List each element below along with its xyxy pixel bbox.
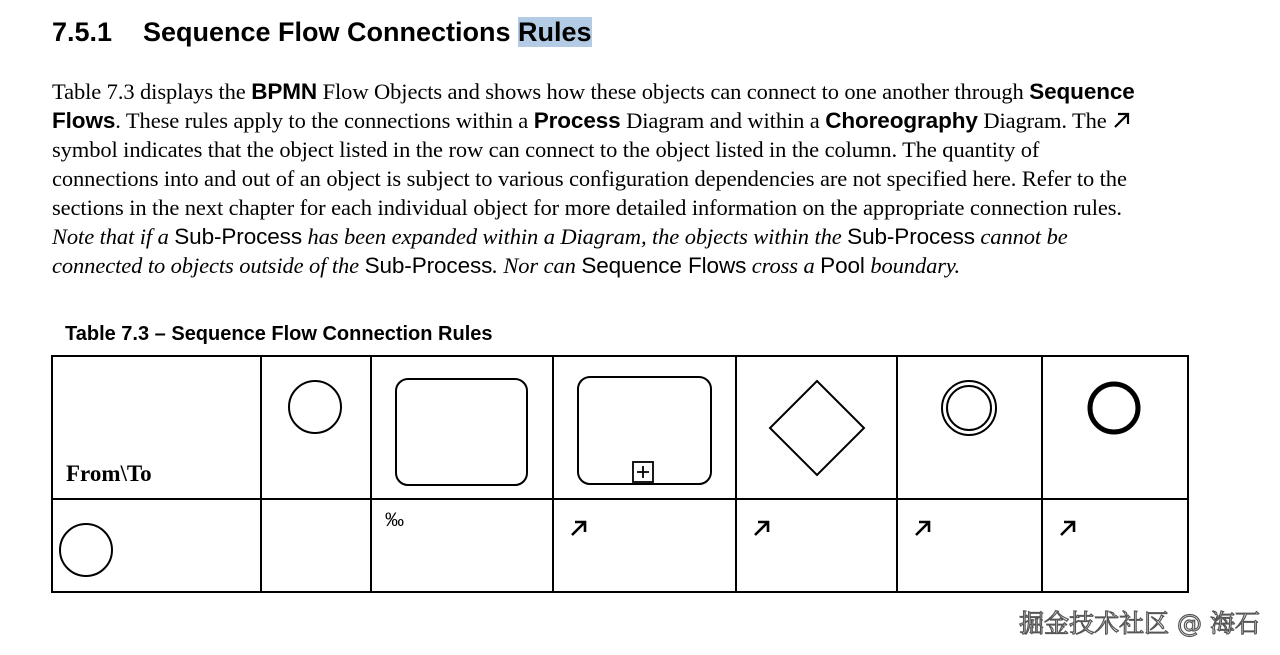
connection-arrow-icon [913,518,933,538]
paragraph-note-line: connected to objects outside of the Sub-Process. Nor can Sequence Flows cross a Pool boundary. [52,253,961,278]
row-header-start-event [52,499,261,592]
header-cell-gateway [736,356,897,499]
paragraph-line: connections into and out of an object is subject to various configuration dependencies are not specified here. Refer to the [52,166,1127,191]
header-row [52,356,1188,499]
table-row [52,499,1188,592]
paragraph-line: symbol indicates that the object listed in the row can connect to the object listed in the column. The quantity of [52,137,1040,162]
connection-rules-table [51,355,1189,593]
paragraph-note-line: Note that if a Sub-Process has been expanded within a Diagram, the objects within the Sub-Process cannot be [52,224,1068,249]
section-number: 7.5.1 [52,17,113,47]
gateway-icon [768,379,866,477]
connection-arrow-icon [752,518,772,538]
from-to-label: From\To [66,461,152,486]
selected-text-highlight[interactable]: Rules [518,17,592,47]
end-event-icon [1085,379,1143,437]
watermark: 掘金技术社区 @ 海石 [1019,609,1260,638]
table-cell [1042,499,1188,592]
task-icon [394,377,529,487]
intro-paragraph [52,77,1222,280]
header-cell-sub-process [553,356,736,499]
corner-cell [52,356,261,499]
table-cell [371,499,553,592]
table-cell [261,499,371,592]
section-heading [52,14,592,50]
paragraph-line: Table 7.3 displays the BPMN Flow Objects and shows how these objects can connect to one another through Sequence [52,79,1135,104]
header-cell-end-event [1042,356,1188,499]
start-event-icon [287,379,343,435]
start-event-icon [58,522,114,578]
header-cell-task [371,356,553,499]
header-cell-intermediate-event [897,356,1042,499]
table-caption: Table 7.3 – Sequence Flow Connection Rules [65,323,493,345]
connection-arrow-icon [1112,111,1132,129]
connection-arrow-icon [569,518,589,538]
permille-mark: ‰ [385,510,404,531]
header-cell-start-event [261,356,371,499]
intermediate-event-icon [940,379,998,437]
paragraph-line: sections in the next chapter for each individual object for more detailed information on the appropriate connection rules. [52,195,1122,220]
connection-arrow-icon [1058,518,1078,538]
collapsed-sub-process-icon [576,375,713,487]
section-title: Sequence Flow Connections [143,17,519,47]
paragraph-line: Flows. These rules apply to the connections within a Process Diagram and within a Choreography Diagram. The [52,106,1222,135]
table-cell [553,499,736,592]
table-cell [736,499,897,592]
table-cell [897,499,1042,592]
